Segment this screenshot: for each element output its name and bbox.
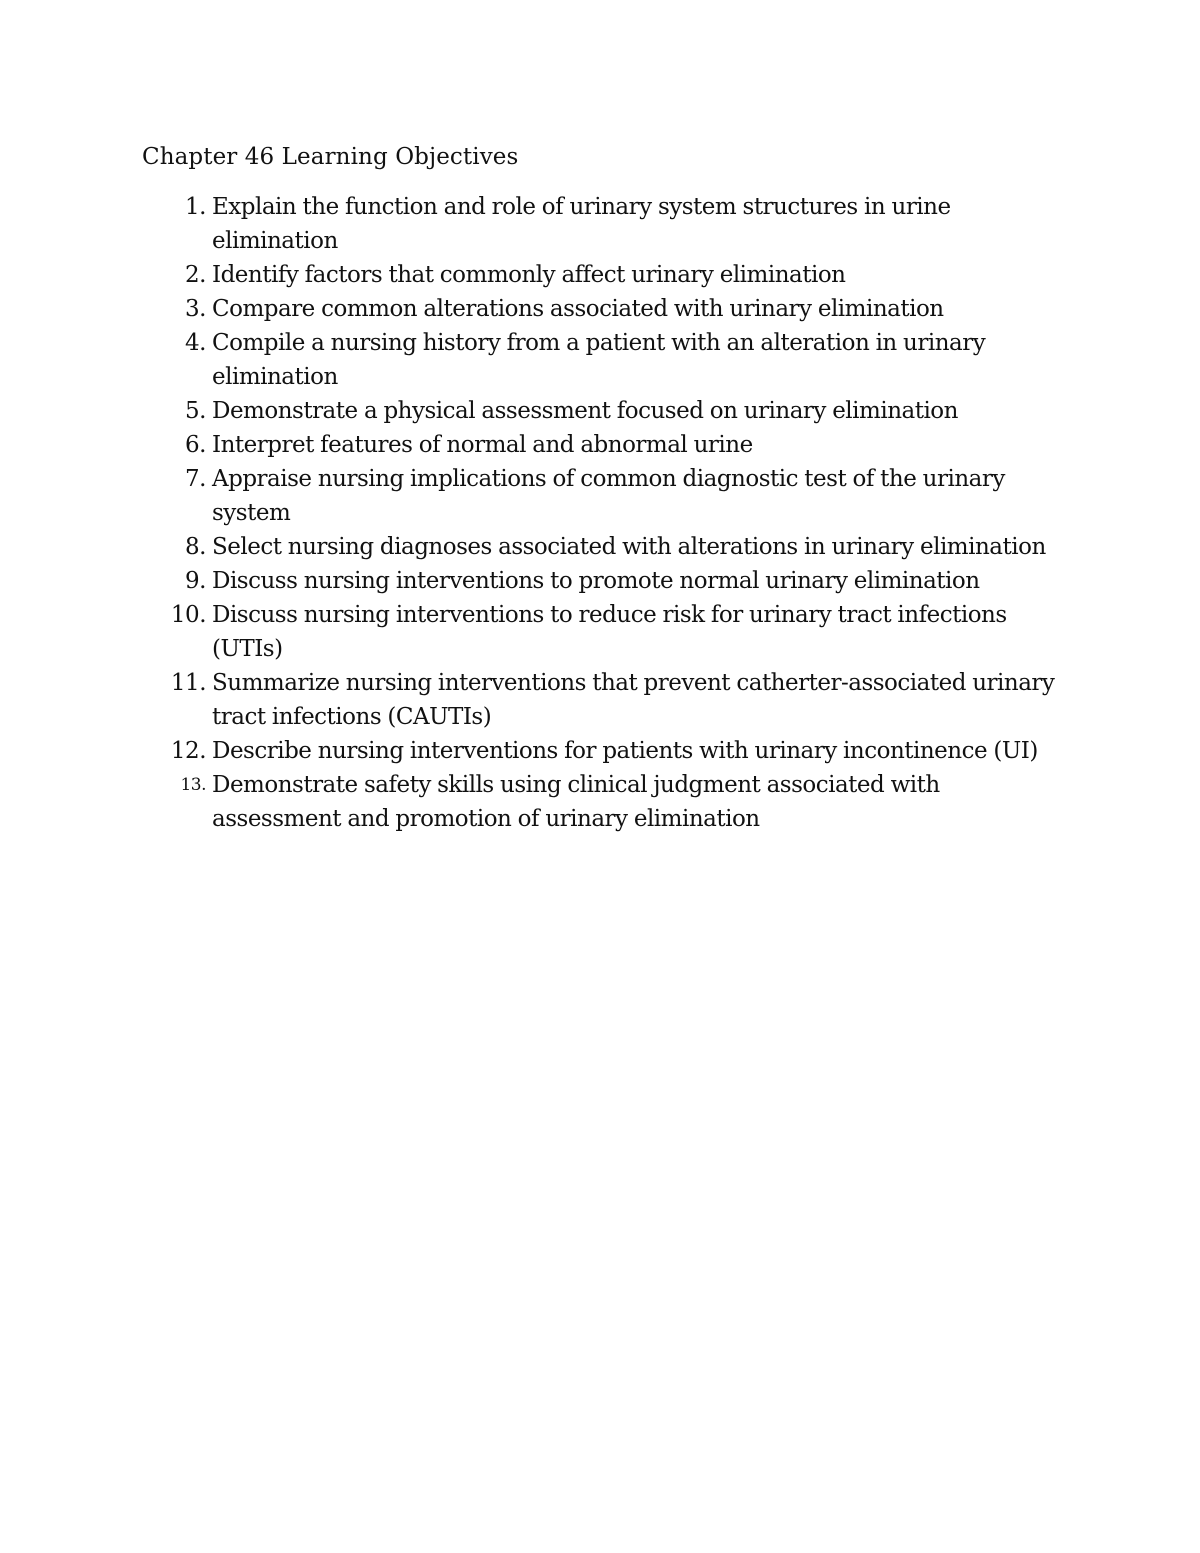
list-item (140, 190, 1060, 258)
list-item-number: 9. (185, 568, 206, 594)
list-item-text: Discuss nursing interventions to promote normal urinary elimination (212, 568, 980, 594)
list-item-number: 6. (185, 432, 206, 458)
learning-objectives-list (140, 190, 1060, 836)
list-item-number: 1. (185, 194, 206, 220)
list-item-number: 13. (180, 775, 206, 795)
list-item-text: Identify factors that commonly affect urinary elimination (212, 262, 846, 288)
list-item-text: Explain the function and role of urinary system structures in urine elimination (212, 194, 951, 254)
list-item (140, 428, 1060, 462)
list-item-text: Discuss nursing interventions to reduce risk for urinary tract infections (UTIs) (212, 602, 1007, 662)
list-item-text: Demonstrate safety skills using clinical judgment associated with assessment and promotion of urinary elimination (212, 772, 940, 832)
list-item (140, 530, 1060, 564)
list-item-number: 2. (185, 262, 206, 288)
list-item (140, 564, 1060, 598)
list-item (140, 734, 1060, 768)
list-item-number: 5. (185, 398, 206, 424)
list-item (140, 768, 1060, 836)
list-item-text: Appraise nursing implications of common diagnostic test of the urinary system (212, 466, 1005, 526)
page-title: Chapter 46 Learning Objectives (142, 144, 519, 170)
list-item-number: 4. (185, 330, 206, 356)
list-item-text: Interpret features of normal and abnormal urine (212, 432, 753, 458)
list-item-number: 7. (185, 466, 206, 492)
list-item-number: 8. (185, 534, 206, 560)
list-item (140, 258, 1060, 292)
list-item (140, 394, 1060, 428)
list-item-text: Select nursing diagnoses associated with alterations in urinary elimination (212, 534, 1046, 560)
list-item-number: 11. (170, 670, 206, 696)
list-item (140, 326, 1060, 394)
list-item-text: Summarize nursing interventions that prevent catherter-associated urinary tract infections (CAUTIs) (212, 670, 1055, 730)
list-item-text: Compile a nursing history from a patient with an alteration in urinary elimination (212, 330, 986, 390)
list-item (140, 598, 1060, 666)
list-item-number: 12. (170, 738, 206, 764)
list-item-text: Describe nursing interventions for patients with urinary incontinence (UI) (212, 738, 1038, 764)
list-item-number: 3. (185, 296, 206, 322)
list-item-text: Demonstrate a physical assessment focused on urinary elimination (212, 398, 958, 424)
list-item (140, 666, 1060, 734)
list-item-text: Compare common alterations associated with urinary elimination (212, 296, 944, 322)
list-item (140, 292, 1060, 326)
list-item-number: 10. (170, 602, 206, 628)
list-item (140, 462, 1060, 530)
